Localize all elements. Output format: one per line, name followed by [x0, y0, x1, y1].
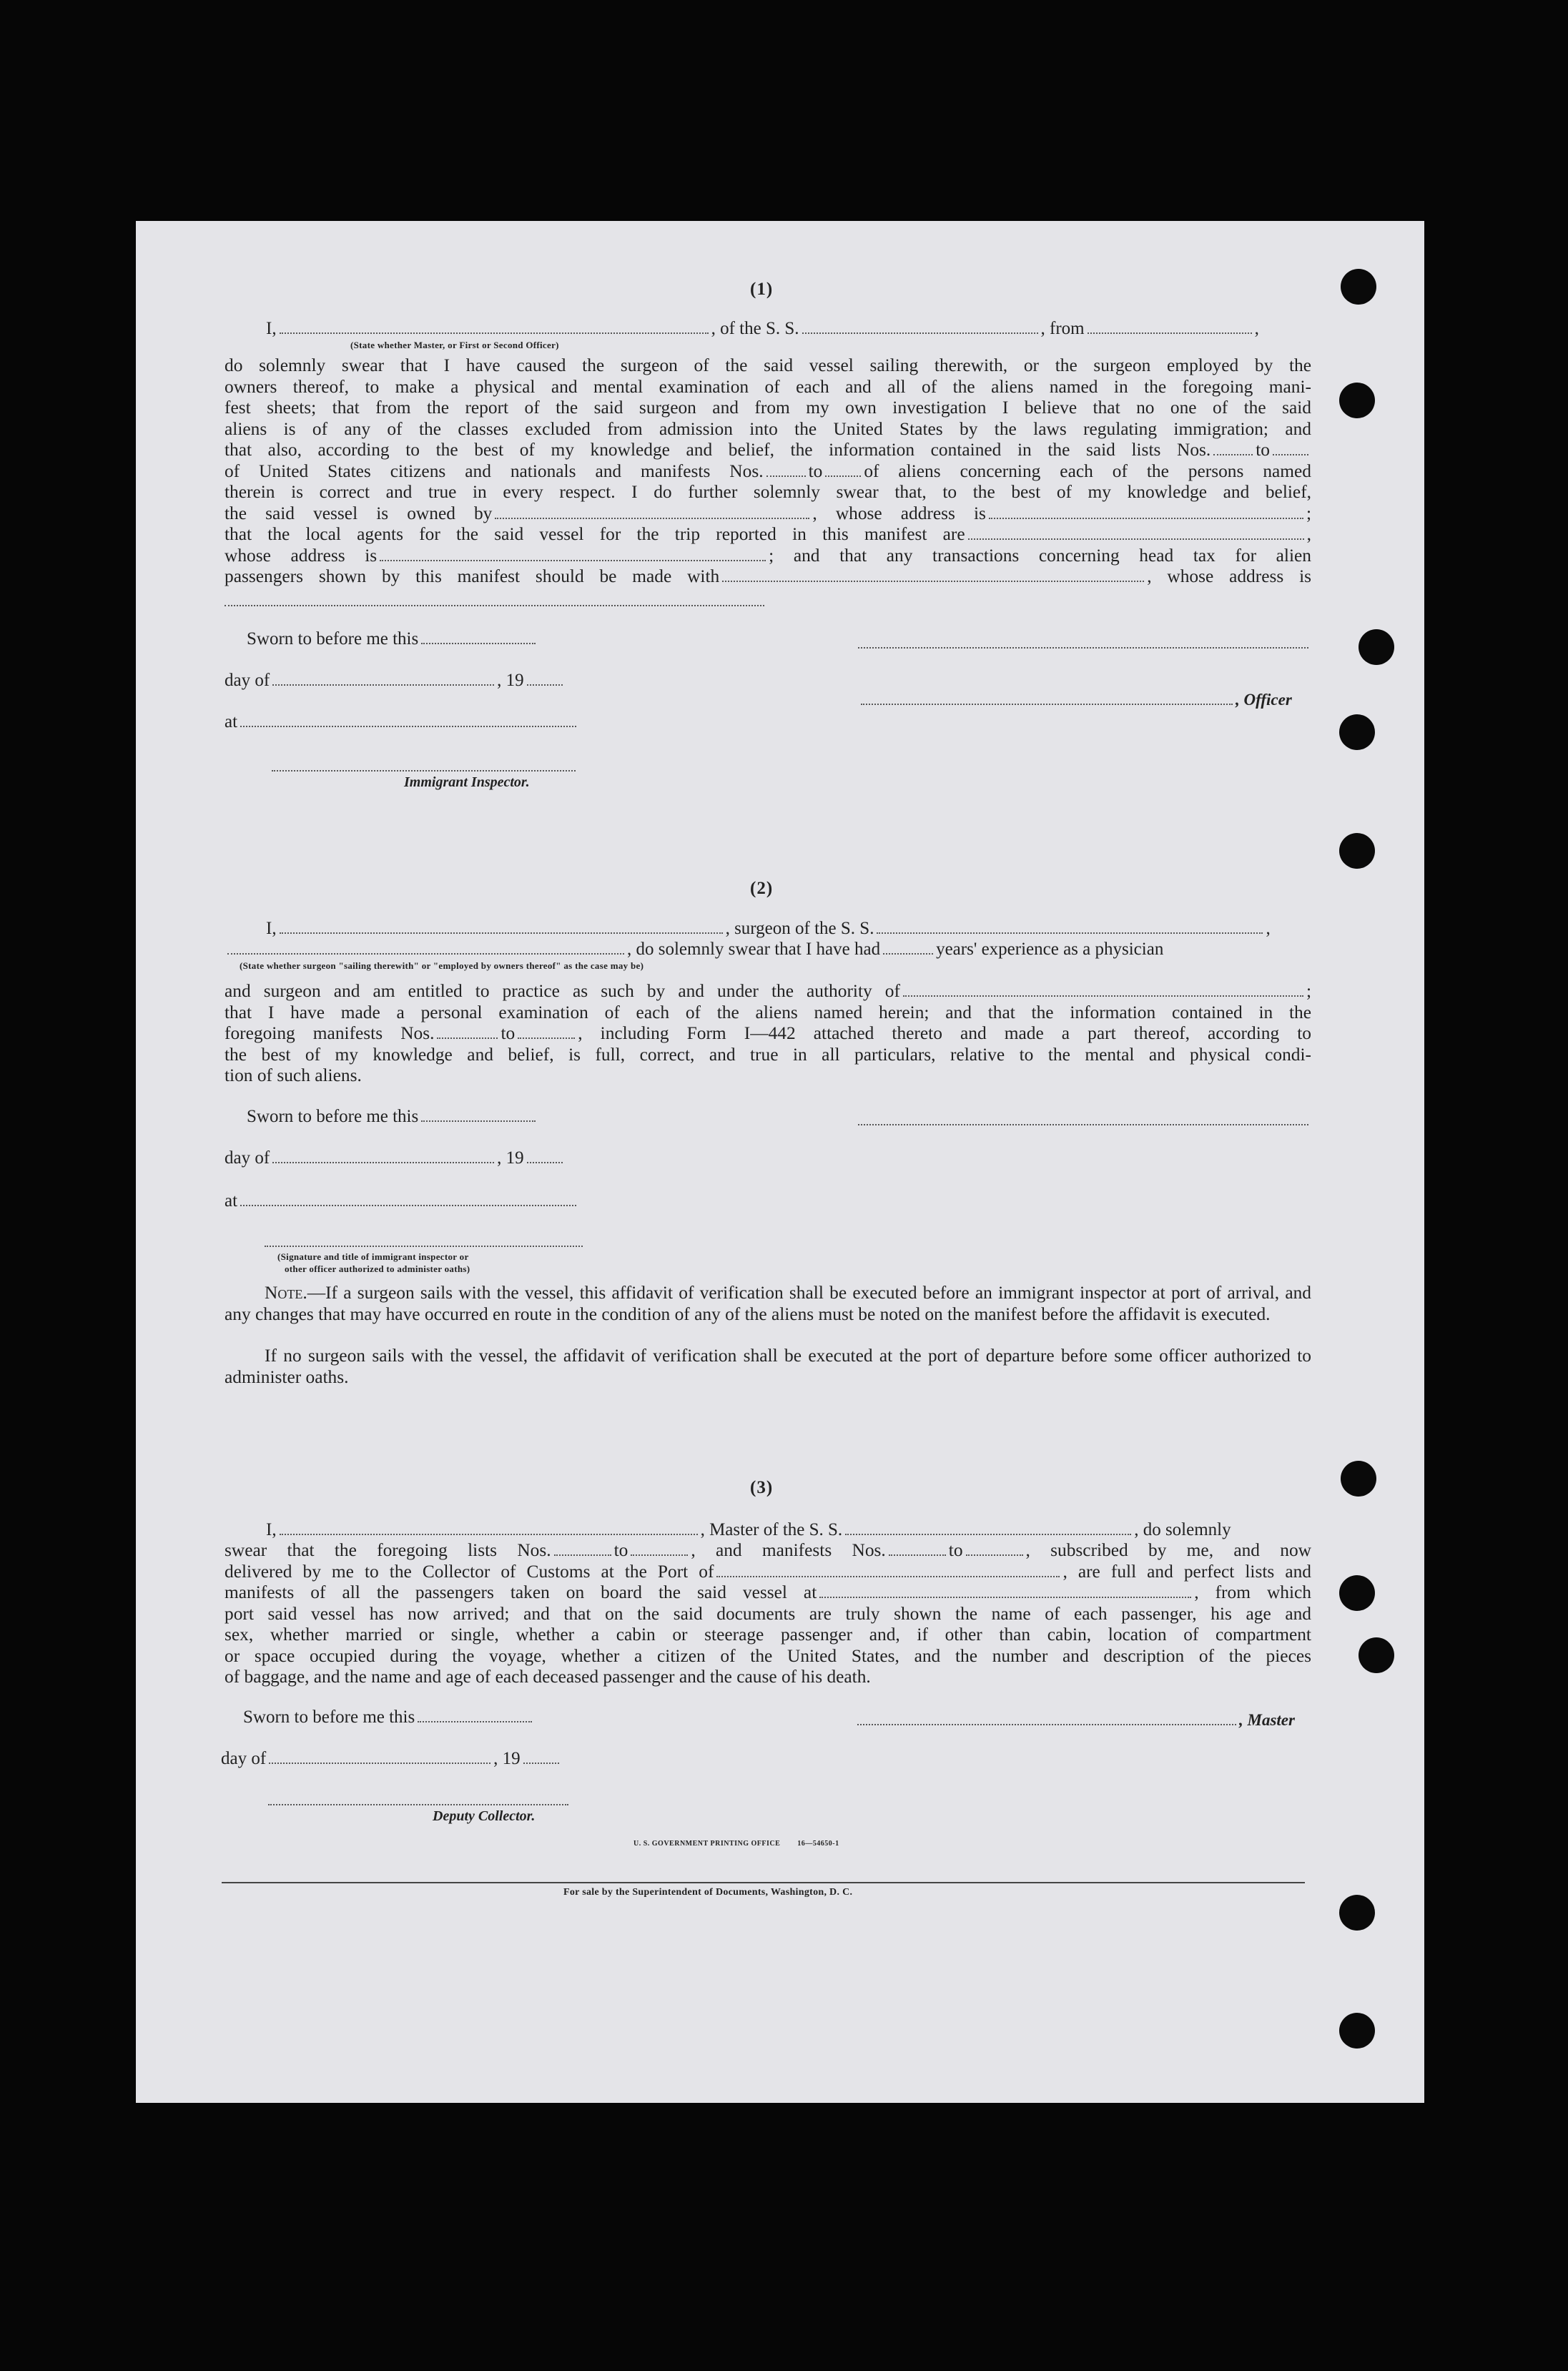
punch-hole [1339, 1895, 1375, 1931]
boarded-text: manifests of all the passengers taken on board the said vessel at [225, 1582, 817, 1602]
section-2-paragraph [225, 981, 1311, 1087]
sale-notice: For sale by the Superintendent of Documents, Washington, D. C. [563, 1887, 853, 1898]
manifest-from-blank[interactable] [437, 1037, 498, 1039]
para-line: the best of my knowledge and belief, is full, correct, and true in all particulars, relative to the mental and physical condi- [225, 1044, 1311, 1065]
from-label: , from [1040, 319, 1085, 338]
solemnly-text: , do solemnly [1134, 1520, 1231, 1539]
to-text: to [613, 1540, 628, 1560]
day-of-line [221, 1749, 562, 1769]
surgeon-name-blank[interactable] [280, 932, 723, 934]
vessel-name-blank[interactable] [802, 332, 1038, 334]
sworn-text: Sworn to before me this [243, 1707, 415, 1727]
manifest-to-blank[interactable] [825, 475, 861, 477]
para-line: that I have made a personal examination of each of the aliens named herein; and that the information contained in the [225, 1002, 1311, 1022]
inspector-label: Immigrant Inspector. [404, 774, 530, 790]
agents-blank[interactable] [968, 538, 1304, 540]
lists-full-text: , are full and perfect lists and [1062, 1561, 1311, 1582]
semicolon: ; [1306, 503, 1311, 523]
year-text: , 19 [497, 671, 524, 690]
note-text: —If a surgeon sails with the vessel, this affidavit of verification shall be executed before an immigrant inspector at port of arrival, and any changes that may have occurred en route in the condition of any of the aliens must be noted on the manifest before the affidavit is executed. [225, 1283, 1311, 1324]
lists-text: that also, according to the best of my knowledge and belief, the information contained in the said lists Nos. [225, 440, 1211, 460]
signature-caption: other officer authorized to administer oaths) [285, 1263, 470, 1274]
manifests-text: foregoing manifests Nos. [225, 1023, 435, 1043]
intro-i: I, [266, 919, 277, 938]
month-blank[interactable] [272, 684, 494, 686]
owner-address-blank[interactable] [989, 518, 1303, 519]
para-line: aliens is of any of the classes excluded from admission into the United States by the laws regulating immigration; and [225, 418, 1311, 439]
para-line [225, 524, 1311, 546]
para-line [225, 503, 1311, 525]
from-which-text: , from which [1194, 1582, 1312, 1602]
punch-hole [1339, 1575, 1375, 1611]
to-text: to [1256, 440, 1270, 460]
collector-label: Deputy Collector. [433, 1808, 536, 1824]
punch-hole [1339, 833, 1375, 869]
footer-rule [222, 1882, 1305, 1883]
passengers-text: passengers shown by this manifest should be made with [225, 566, 720, 586]
manifest-from-blank[interactable] [889, 1554, 946, 1556]
vessel-name-blank[interactable] [877, 932, 1263, 934]
note-paragraph [225, 1283, 1311, 1325]
surgeon-status-blank[interactable] [227, 953, 624, 955]
sworn-text: Sworn to before me this [247, 629, 419, 649]
lists-from-blank[interactable] [1213, 454, 1253, 455]
punch-hole [1339, 2013, 1375, 2049]
punch-hole [1359, 1637, 1394, 1673]
port-blank[interactable] [716, 1576, 1060, 1577]
intro-i: I, [266, 319, 277, 338]
of-ss-label: , of the S. S. [711, 319, 799, 338]
departure-port-blank[interactable] [819, 1597, 1191, 1598]
sworn-day-blank[interactable] [418, 1721, 532, 1722]
lists-from-blank[interactable] [554, 1554, 611, 1556]
para-line: or space occupied during the voyage, whether a citizen of the United States, and the number and description of the pieces [225, 1645, 1311, 1666]
punch-hole [1359, 629, 1394, 665]
master-signature-blank[interactable] [857, 1724, 1236, 1725]
manifest-to-blank[interactable] [966, 1554, 1023, 1556]
to-text: to [501, 1023, 516, 1043]
vessel-name-blank[interactable] [845, 1534, 1131, 1535]
section-1-intro-line [266, 319, 1259, 339]
sworn-day-blank[interactable] [421, 643, 536, 644]
sworn-text: Sworn to before me this [247, 1107, 419, 1126]
address-text: , whose address is [812, 503, 986, 523]
para-line: port said vessel has now arrived; and that on the said documents are truly shown the name of each passenger, his age and [225, 1603, 1311, 1624]
owner-blank[interactable] [495, 518, 809, 519]
section-3-heading: (3) [750, 1478, 774, 1497]
punch-hole [1339, 383, 1375, 418]
inspector-signature-line[interactable] [272, 770, 576, 772]
head-tax-text: ; and that any transactions concerning head tax for alien [769, 545, 1312, 566]
month-blank[interactable] [272, 1162, 494, 1163]
subscribed-text: , subscribed by me, and now [1025, 1540, 1311, 1560]
day-of-text: day of [225, 1148, 270, 1168]
sworn-day-blank[interactable] [421, 1120, 536, 1122]
year-text: , 19 [493, 1749, 521, 1768]
master-of-label: , Master of the S. S. [700, 1520, 843, 1539]
lists-to-blank[interactable] [1273, 454, 1308, 455]
para-line [225, 461, 1311, 483]
year-blank[interactable] [527, 1162, 563, 1163]
agents-text: that the local agents for the said vessel for the trip reported in this manifest are [225, 524, 965, 544]
place-blank[interactable] [240, 1205, 576, 1206]
para-line [225, 1023, 1311, 1045]
inspector-signature-line[interactable] [265, 1246, 583, 1247]
swear-text: , do solemnly swear that I have had [627, 940, 881, 959]
comma: , [1266, 919, 1271, 938]
para-line: tion of such aliens. [225, 1065, 362, 1085]
intro-i: I, [266, 1520, 277, 1539]
punch-hole [1341, 1461, 1376, 1497]
para-line [225, 546, 1311, 567]
manifest-to-blank[interactable] [518, 1037, 575, 1039]
officer-caption: (State whether Master, or First or Second Officer) [350, 340, 559, 350]
day-of-text: day of [221, 1749, 267, 1768]
comma: , [1254, 319, 1259, 338]
note-text-2: If no surgeon sails with the vessel, the affidavit of verification shall be executed at the port of departure before some officer authorized to administer oaths. [225, 1346, 1311, 1387]
from-port-blank[interactable] [1088, 332, 1252, 334]
para-line: therein is correct and true in every respect. I do further solemnly swear that, to the best of my knowledge and belief, [225, 482, 1311, 502]
stamp-mark [150, 229, 315, 307]
para-line [225, 981, 1311, 1002]
agents-address-blank[interactable] [380, 560, 766, 561]
section-2-heading: (2) [750, 879, 774, 898]
at-line [225, 712, 579, 732]
day-of-line [225, 1148, 566, 1168]
day-of-line [225, 671, 566, 691]
citizens-text: of United States citizens and nationals and manifests Nos. [225, 460, 764, 481]
authority-blank[interactable] [903, 995, 1303, 997]
para-line: sex, whether married or single, whether a cabin or steerage passenger and, if other than cabin, location of compartment [225, 1625, 1311, 1645]
para-line [225, 1540, 1311, 1562]
master-label: , Master [1239, 1711, 1295, 1729]
surgeon-signature-line[interactable] [858, 1124, 1308, 1125]
sworn-line [243, 1707, 535, 1727]
year-blank[interactable] [523, 1763, 559, 1764]
para-line [225, 566, 1311, 588]
section-2-intro-line [266, 919, 1271, 939]
section-3-paragraph [225, 1540, 1311, 1688]
at-text: at [225, 712, 238, 731]
signature-caption: (Signature and title of immigrant inspector or [277, 1251, 469, 1262]
address-text: whose address is [225, 545, 378, 566]
sworn-line [247, 1107, 538, 1127]
years-text: years' experience as a physician [936, 940, 1164, 959]
para-line: of baggage, and the name and age of each deceased passenger and the cause of his death. [225, 1667, 871, 1687]
address-text: , whose address is [1147, 566, 1312, 586]
lists-to-blank[interactable] [631, 1554, 688, 1556]
para-line: owners thereof, to make a physical and mental examination of each and all of the aliens named in the foregoing mani- [225, 376, 1311, 397]
head-tax-blank[interactable] [722, 581, 1144, 582]
note-paragraph-2 [225, 1346, 1311, 1388]
officer-title-line [858, 691, 1292, 709]
month-blank[interactable] [269, 1763, 490, 1764]
comma: , [1306, 524, 1311, 544]
printer-imprint: U. S. GOVERNMENT PRINTING OFFICE 16—54650-1 [633, 1840, 839, 1848]
lists-text: swear that the foregoing lists Nos. [225, 1540, 551, 1560]
years-blank[interactable] [883, 953, 933, 955]
sworn-line [247, 629, 538, 649]
para-line: do solemnly swear that I have caused the surgeon of the said vessel sailing therewith, or the surgeon employed by the [225, 355, 1311, 375]
owned-text: the said vessel is owned by [225, 503, 493, 523]
para-line [225, 1582, 1311, 1604]
surgeon-caption: (State whether surgeon "sailing therewith" or "employed by owners thereof" as the case may be) [240, 960, 644, 971]
place-blank[interactable] [240, 726, 576, 727]
punch-hole [1339, 714, 1375, 750]
note-label: Note. [265, 1283, 307, 1303]
para-line [225, 440, 1311, 461]
officer-name-blank[interactable] [280, 332, 709, 334]
master-signature-line [854, 1711, 1295, 1730]
address-continuation-blank[interactable] [225, 605, 764, 606]
authority-text: and surgeon and am entitled to practice as such by and under the authority of [225, 981, 900, 1001]
to-text: to [948, 1540, 963, 1560]
year-text: , 19 [497, 1148, 524, 1168]
to-text: to [808, 460, 823, 481]
para-line: fest sheets; that from the report of the said surgeon and from my own investigation I believe that no one of the said [225, 398, 1311, 418]
port-text: delivered by me to the Collector of Customs at the Port of [225, 1561, 714, 1582]
officer-signature-line[interactable] [858, 647, 1308, 649]
collector-signature-line[interactable] [268, 1804, 568, 1805]
master-name-blank[interactable] [280, 1534, 698, 1535]
officer-label: , Officer [1236, 691, 1292, 709]
semicolon: ; [1306, 981, 1311, 1001]
section-3-intro-line [266, 1520, 1231, 1540]
aliens-text: of aliens concerning each of the persons named [864, 460, 1312, 481]
manifests-text: , and manifests Nos. [691, 1540, 886, 1560]
at-line [225, 1191, 579, 1211]
day-of-text: day of [225, 671, 270, 690]
year-blank[interactable] [527, 684, 563, 686]
surgeon-of-label: , surgeon of the S. S. [725, 919, 874, 938]
form-text: , including Form I—442 attached thereto and made a part thereof, according to [578, 1023, 1311, 1043]
surgeon-experience-line [225, 940, 1163, 960]
officer-title-blank[interactable] [861, 704, 1233, 705]
at-text: at [225, 1191, 238, 1211]
punch-hole [1341, 269, 1376, 305]
manifest-from-blank[interactable] [766, 475, 806, 477]
para-line [225, 1562, 1311, 1583]
section-1-paragraph [225, 355, 1311, 588]
section-1-heading: (1) [750, 280, 774, 299]
